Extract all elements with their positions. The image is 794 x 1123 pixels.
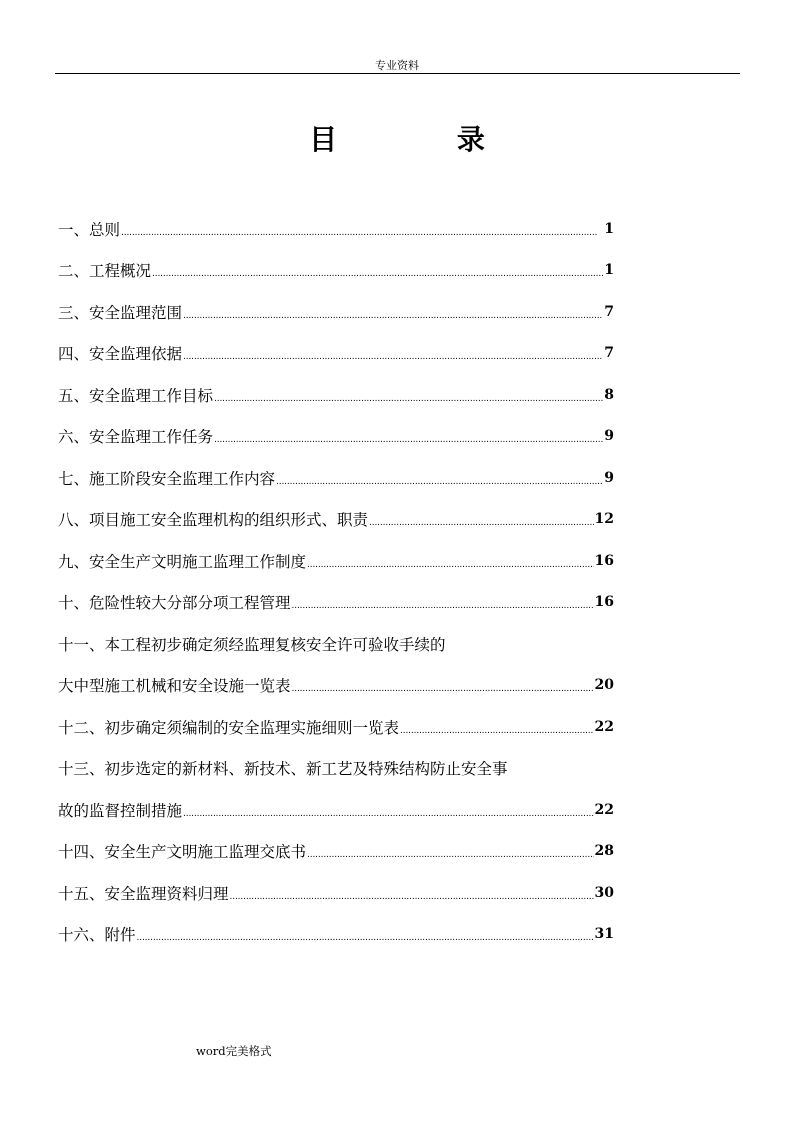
toc-entry-page-number: 30 — [594, 884, 614, 901]
toc-dot-leader — [230, 884, 594, 902]
toc-dot-leader — [292, 593, 594, 611]
toc-entry[interactable] — [58, 457, 614, 499]
toc-entry[interactable] — [58, 374, 614, 416]
toc-entry-label: 九、安全生产文明施工监理工作制度 — [58, 552, 307, 571]
toc-entry-page-number: 20 — [594, 677, 614, 694]
toc-entry[interactable] — [58, 623, 614, 665]
toc-dot-leader — [152, 261, 603, 279]
toc-entry[interactable] — [58, 333, 614, 375]
toc-entry-label: 二、工程概况 — [58, 262, 152, 281]
page-footer: word完美格式 — [196, 1044, 272, 1058]
toc-entry-label: 四、安全监理依据 — [58, 345, 183, 364]
toc-entry[interactable] — [58, 831, 614, 873]
toc-entry[interactable] — [58, 748, 614, 790]
toc-entry-page-number: 1 — [604, 262, 614, 279]
toc-dot-leader — [307, 552, 594, 570]
toc-entry-label: 七、施工阶段安全监理工作内容 — [58, 469, 276, 488]
toc-entry-label: 八、项目施工安全监理机构的组织形式、职责 — [58, 511, 369, 530]
toc-entry-page-number: 1 — [604, 220, 614, 237]
toc-dot-leader — [307, 842, 594, 860]
page-header: 专业资料 — [375, 59, 419, 72]
toc-entry-page-number: 22 — [594, 801, 614, 818]
toc-dot-leader — [183, 344, 603, 362]
toc-dot-leader — [214, 386, 603, 404]
toc-dot-leader — [183, 801, 594, 819]
toc-dot-leader — [183, 303, 603, 321]
toc-entry[interactable] — [58, 706, 614, 748]
toc-entry[interactable] — [58, 540, 614, 582]
toc-entry-page-number: 16 — [594, 552, 614, 569]
toc-entry-page-number: 22 — [594, 718, 614, 735]
toc-entry-label: 十四、安全生产文明施工监理交底书 — [58, 843, 307, 862]
toc-dot-leader — [214, 427, 603, 445]
toc-entry-label: 十二、初步确定须编制的安全监理实施细则一览表 — [58, 718, 400, 737]
toc-dot-leader — [121, 220, 603, 238]
page-title: 目 录 — [309, 123, 540, 156]
toc-entry[interactable] — [58, 250, 614, 292]
toc-entry-page-number: 12 — [594, 511, 614, 528]
toc-entry[interactable] — [58, 872, 614, 914]
toc-entry[interactable] — [58, 582, 614, 624]
toc-entry[interactable] — [58, 914, 614, 956]
toc-entry-page-number: 8 — [604, 386, 614, 403]
toc-entry[interactable] — [58, 416, 614, 458]
toc-entry-page-number: 28 — [594, 843, 614, 860]
toc-entry-label: 六、安全监理工作任务 — [58, 428, 214, 447]
toc-entry-label: 故的监督控制措施 — [58, 801, 183, 820]
toc-entry-label: 五、安全监理工作目标 — [58, 386, 214, 405]
toc-entry[interactable] — [58, 789, 614, 831]
toc-entry-page-number: 31 — [594, 926, 614, 943]
toc-entry[interactable] — [58, 665, 614, 707]
toc-entry-page-number: 16 — [594, 594, 614, 611]
toc-entry-page-number: 9 — [604, 469, 614, 486]
toc-entry-label: 十六、附件 — [58, 926, 136, 945]
toc-entry[interactable] — [58, 208, 614, 250]
toc-entry-label: 十三、初步选定的新材料、新技术、新工艺及特殊结构防止安全事 — [58, 760, 508, 779]
toc-entry[interactable] — [58, 291, 614, 333]
toc-dot-leader — [400, 718, 594, 736]
toc-entry-page-number: 9 — [604, 428, 614, 445]
toc-entry[interactable] — [58, 499, 614, 541]
toc-dot-leader — [276, 469, 603, 487]
toc-entry-label: 十五、安全监理资料归理 — [58, 884, 229, 903]
toc-entry-label: 十、危险性较大分部分项工程管理 — [58, 594, 291, 613]
toc-dot-leader — [369, 510, 594, 528]
toc-entry-label: 三、安全监理范围 — [58, 303, 183, 322]
toc-entry-page-number: 7 — [604, 303, 614, 320]
toc-entry-label: 大中型施工机械和安全设施一览表 — [58, 677, 291, 696]
toc-entry-label: 十一、本工程初步确定须经监理复核安全许可验收手续的 — [58, 635, 446, 654]
toc-entry-label: 一、总则 — [58, 220, 121, 239]
table-of-contents — [58, 208, 614, 955]
toc-dot-leader — [137, 925, 594, 943]
toc-dot-leader — [292, 676, 594, 694]
toc-entry-page-number: 7 — [604, 345, 614, 362]
header-rule — [55, 73, 740, 74]
